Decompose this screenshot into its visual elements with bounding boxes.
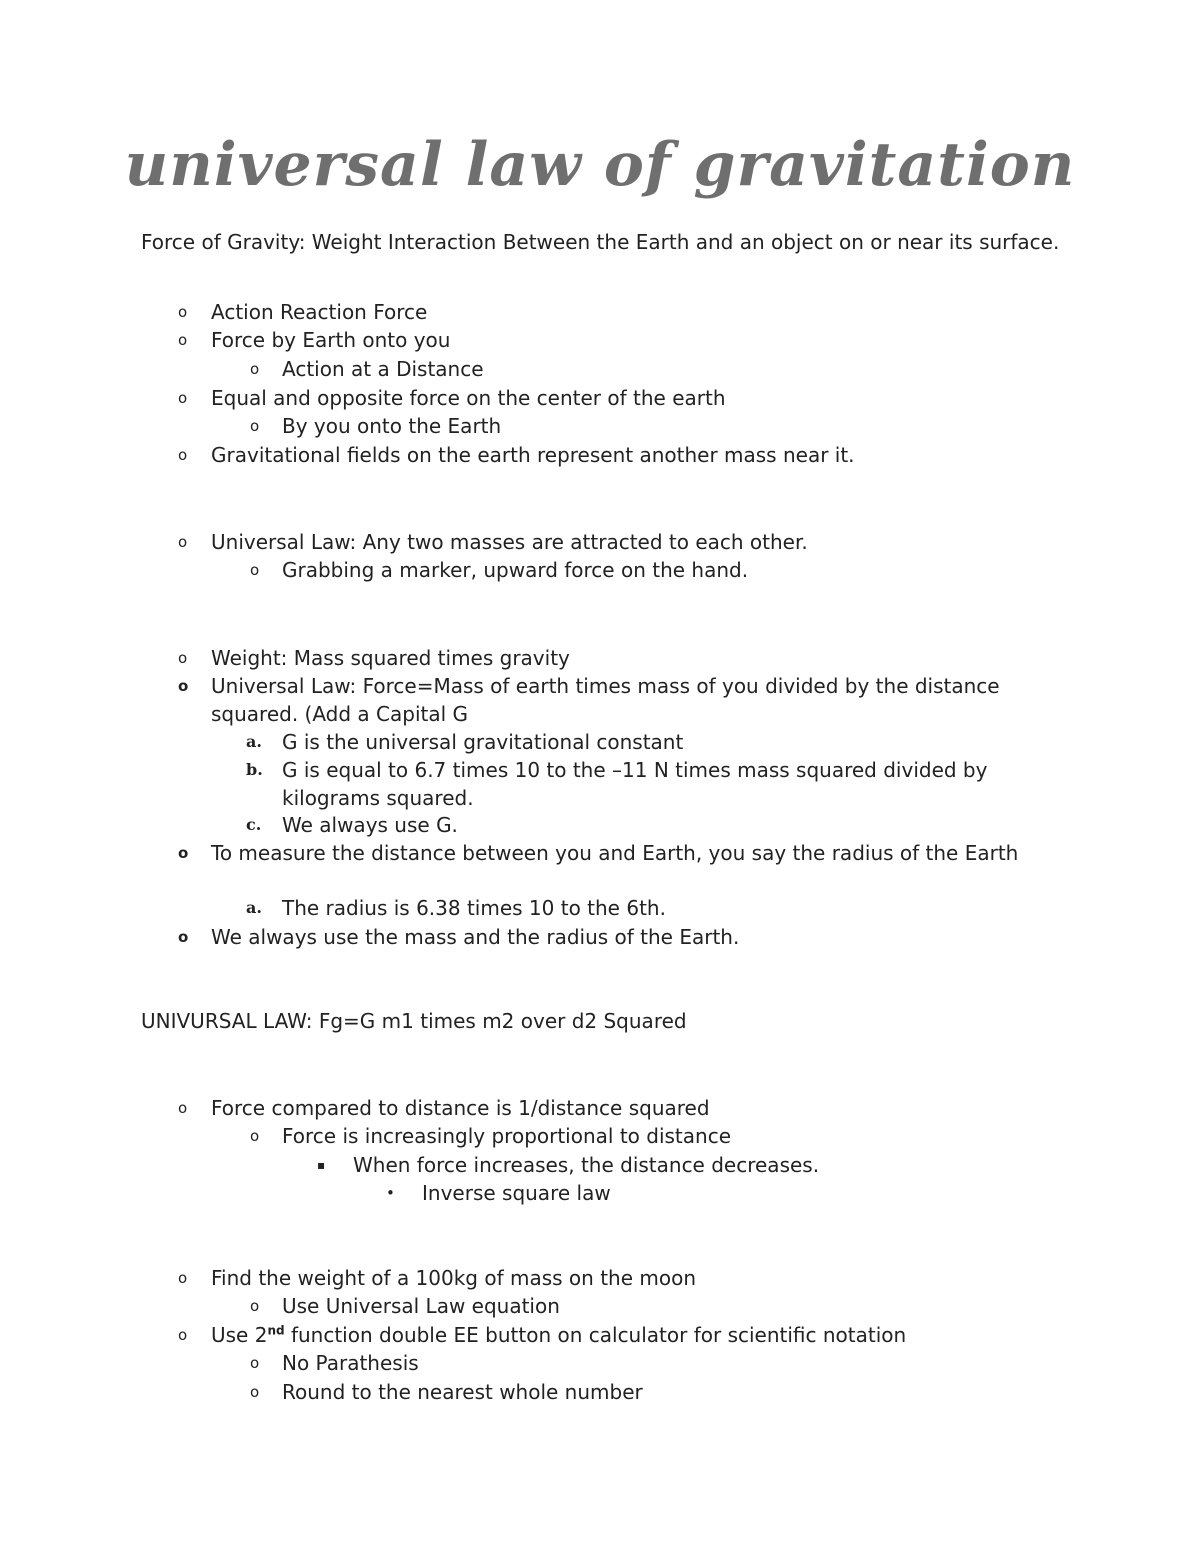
list-item-text: Action Reaction Force [211,300,428,324]
list-item-text: Weight: Mass squared times gravity [211,646,570,670]
list-item-text: The radius is 6.38 times 10 to the 6th. [282,896,666,920]
list-item-text: Force by Earth onto you [211,328,451,352]
list-item-text: G is the universal gravitational constant [282,730,684,754]
text-before-superscript: Use 2 [211,1323,268,1347]
list-item-text: Force is increasingly proportional to distance [282,1124,732,1148]
list-marker: o [178,303,188,321]
list-marker: ▪ [317,1158,326,1172]
list-marker: o [178,1326,188,1344]
list-marker: o [178,1269,188,1287]
list-marker: a. [246,898,262,917]
list-marker: o [178,649,188,667]
list-item-text: Grabbing a marker, upward force on the hand. [282,558,749,582]
list-item-text: G is equal to 6.7 times 10 to the –11 N times mass squared divided by kilograms squared. [282,758,988,810]
formula-line: UNIVURSAL LAW: Fg=G m1 times m2 over d2 Squared [141,1009,687,1033]
list-marker: o [178,389,188,407]
list-item-text: By you onto the Earth [282,414,502,438]
list-marker: • [386,1184,395,1202]
list-marker: o [178,331,188,349]
list-marker: o [250,1127,260,1145]
list-marker: o [250,1297,260,1315]
list-marker: b. [246,760,263,779]
list-marker: o [250,417,260,435]
list-item-text: We always use G. [282,813,458,837]
list-marker: c. [246,815,262,834]
list-marker: o [250,1383,260,1401]
list-marker: o [250,1354,260,1372]
text-after-superscript: function double EE button on calculator for scientific notation [284,1323,907,1347]
list-item-text: When force increases, the distance decreases. [353,1153,820,1177]
list-item-text: To measure the distance between you and Earth, you say the radius of the Earth [211,841,1019,865]
list-item-text [211,1321,906,1349]
list-marker: o [178,677,189,695]
list-item-text: Round to the nearest whole number [282,1380,643,1404]
list-item-text: Universal Law: Force=Mass of earth times mass of you divided by the distance squared. (Add a Capital G [211,674,1000,726]
document-title: universal law of gravitation [124,130,1076,200]
list-item-text: No Parathesis [282,1351,419,1375]
list-item-text: Inverse square law [422,1181,611,1205]
superscript: nd [267,1323,285,1338]
list-marker: o [250,360,260,378]
list-item-text: Gravitational fields on the earth represent another mass near it. [211,443,855,467]
list-marker: o [178,533,188,551]
list-marker: o [178,928,189,946]
intro-paragraph: Force of Gravity: Weight Interaction Between the Earth and an object on or near its surface. [141,230,1060,254]
list-item-text: Universal Law: Any two masses are attracted to each other. [211,530,808,554]
list-item-text: Equal and opposite force on the center of the earth [211,386,726,410]
list-marker: a. [246,732,262,751]
list-item-text: Find the weight of a 100kg of mass on the moon [211,1266,697,1290]
list-item-text: Action at a Distance [282,357,484,381]
list-marker: o [178,844,189,862]
list-item-text: We always use the mass and the radius of the Earth. [211,925,740,949]
list-marker: o [178,446,188,464]
list-item-text: Force compared to distance is 1/distance squared [211,1096,710,1120]
list-marker: o [250,561,260,579]
list-marker: o [178,1099,188,1117]
list-item-text: Use Universal Law equation [282,1294,560,1318]
